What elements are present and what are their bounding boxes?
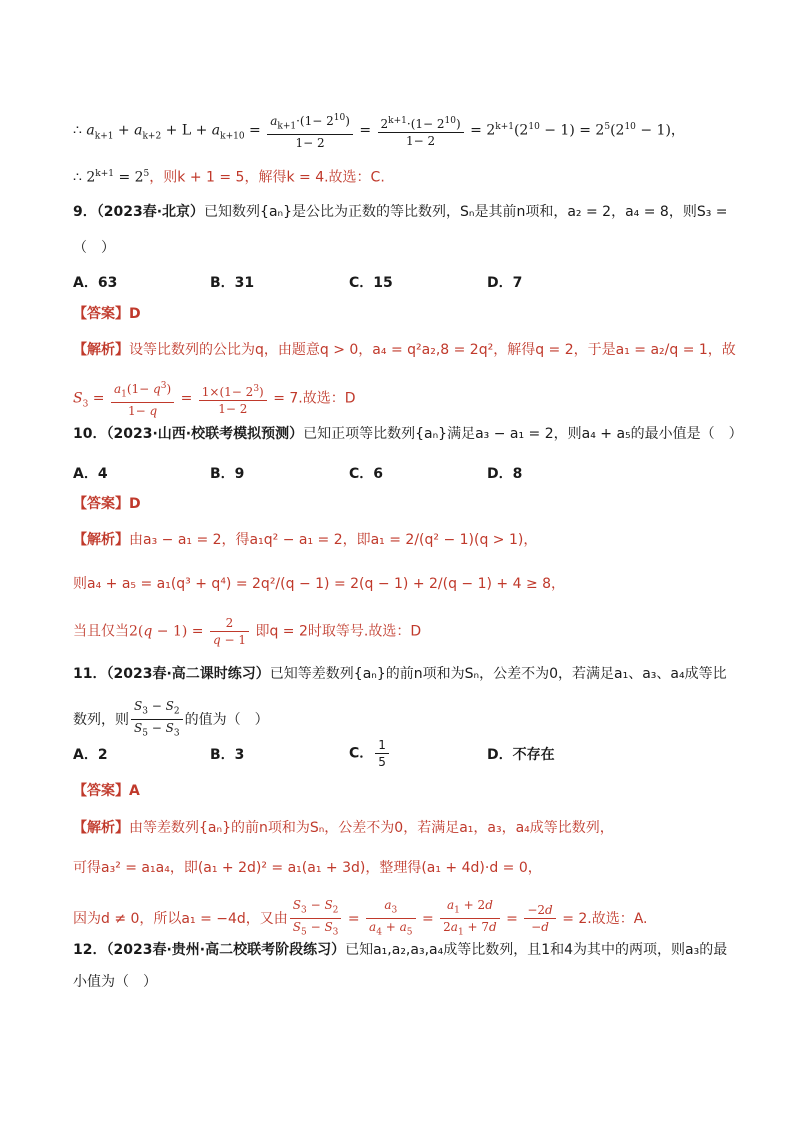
q11-stem-pre: 数列，则 bbox=[73, 711, 129, 728]
q11-option-c-label: C． bbox=[349, 745, 374, 762]
q11-answer-value: A bbox=[129, 783, 140, 799]
q10-option-a: A．4 bbox=[73, 466, 108, 482]
q9-analysis-1 bbox=[73, 340, 736, 360]
q12-stem-1 bbox=[73, 940, 727, 960]
q11-answer bbox=[73, 781, 140, 801]
q10-source: （2023·山西·校联考模拟预测） bbox=[106, 426, 304, 442]
q10-stem bbox=[73, 424, 743, 444]
q10-option-d: D．8 bbox=[487, 466, 523, 482]
q11-option-a: A．2 bbox=[73, 747, 108, 763]
q10-analysis-tag: 【解析】 bbox=[73, 532, 129, 548]
q11-number: 11． bbox=[73, 666, 107, 682]
q9-answer bbox=[73, 304, 141, 324]
q9-stem bbox=[73, 202, 728, 222]
q12-source: （2023春·贵州·高二校联考阶段练习） bbox=[106, 942, 346, 958]
q9-paren: （ ） bbox=[73, 240, 115, 256]
q10-analysis-1 bbox=[73, 530, 537, 550]
q11-option-d: D．不存在 bbox=[487, 747, 555, 763]
q11-analysis-tag: 【解析】 bbox=[73, 820, 129, 836]
q9-option-c: C．15 bbox=[349, 275, 393, 291]
prev-solution-line-2: ∴ $2^{k+1} = 2^5$，则k + 1 = 5，解得k = 4.故选：C. bbox=[73, 169, 385, 186]
q9-source: （2023春·北京） bbox=[96, 204, 205, 220]
q11-stem-post: 的值为（ ） bbox=[184, 711, 269, 728]
q11-analysis-2: 可得a₃² = a₁a₄，即(a₁ + 2d)² = a₁(a₁ + 3d)，整理得(a₁ + 4d)·d = 0， bbox=[73, 860, 542, 876]
q9-option-a: A．63 bbox=[73, 275, 118, 291]
q9-number: 9． bbox=[73, 204, 97, 220]
q10-analysis-3: 当且仅当2(q − 1) = $\frac{2}{q - 1}$ 即q = 2时取等号.故选：D bbox=[73, 616, 422, 647]
q11-analysis-1 bbox=[73, 818, 614, 838]
q11-option-c: C． $\frac{1}{5}$ bbox=[349, 737, 391, 770]
q10-number: 10． bbox=[73, 426, 107, 442]
q9-analysis-2: $S_3$ = $\frac{a_1(1- q^3)}{1- q}$ = $\frac{1\times(1- 2^3)}{1- 2}$ = 7.故选：D bbox=[73, 378, 356, 419]
q11-stem-text-1: 已知等差数列{aₙ}的前n项和为Sₙ，公差不为0，若满足a₁、a₃、a₄成等比 bbox=[269, 666, 727, 682]
prev-solution-line-1: ∴ $a_{k+1} + a_{k+2} + L + a_{k+10}$ = $\frac{a_{k+1}\cdot(1- 2^{10})}{1- 2}$ = $\frac{2^{k+1}\cdot(1- 2^{10})}{1- 2}$ = $2^{k+1}(2^{10} - 1) = 2^5(2^{10} - 1)$， bbox=[73, 110, 685, 151]
q11-stem-1 bbox=[73, 664, 727, 684]
q11-stem-2: 数列，则 $\frac{S_3 - S_2}{S_5 - S_3}$ 的值为（ ） bbox=[73, 699, 269, 739]
q11-analysis-text-1: 由等差数列{aₙ}的前n项和为Sₙ，公差不为0，若满足a₁，a₃，a₄成等比数列， bbox=[129, 820, 614, 836]
q9-answer-tag: 【答案】 bbox=[73, 306, 129, 322]
q10-analysis-2: 则a₄ + a₅ = a₁(q³ + q⁴) = 2q²/(q − 1) = 2(q − 1) + 2/(q − 1) + 4 ≥ 8， bbox=[73, 576, 566, 592]
q9-analysis-text: 设等比数列的公比为q，由题意q > 0，a₄ = q²a₂,8 = 2q²，解得q = 2，于是a₁ = a₂/q = 1，故 bbox=[129, 342, 736, 358]
prev-solution-conclusion: ，则k + 1 = 5，解得k = 4.故选：C. bbox=[149, 169, 385, 186]
q9-option-d: D．7 bbox=[487, 275, 523, 291]
q10-analysis-text-1: 由a₃ − a₁ = 2，得a₁q² − a₁ = 2，即a₁ = 2/(q² − 1)(q > 1)， bbox=[129, 532, 538, 548]
q9-analysis-end: = 7.故选：D bbox=[273, 390, 356, 407]
comma: ， bbox=[670, 122, 685, 139]
q10-answer-tag: 【答案】 bbox=[73, 496, 129, 512]
q9-answer-value: D bbox=[129, 306, 141, 322]
q12-stem-text-1: 已知a₁,a₂,a₃,a₄成等比数列，且1和4为其中的两项，则a₃的最 bbox=[345, 942, 728, 958]
q12-number: 12． bbox=[73, 942, 107, 958]
q11-source: （2023春·高二课时练习） bbox=[106, 666, 270, 682]
q9-stem-text: 已知数列{aₙ}是公比为正数的等比数列，Sₙ是其前n项和，a₂ = 2，a₄ = 8，则S₃ = bbox=[204, 204, 728, 220]
q11-analysis-post: = 2.故选：A. bbox=[562, 910, 648, 927]
q11-analysis-3: 因为d ≠ 0，所以a₁ = −4d，又由 $\frac{S_3 - S_2}{S_5 - S_3}$ = $\frac{a_3}{a_4 + a_5}$ = $\frac{a_1 + 2d}{2a_1 + 7d}$ = $\frac{-2d}{-d}$ = 2.故选：A. bbox=[73, 898, 648, 938]
q10-answer-value: D bbox=[129, 496, 141, 512]
q11-option-b: B．3 bbox=[210, 747, 245, 763]
q11-analysis-pre: 因为d ≠ 0，所以a₁ = −4d，又由 bbox=[73, 910, 288, 927]
q10-stem-text: 已知正项等比数列{aₙ}满足a₃ − a₁ = 2，则a₄ + a₅的最小值是（ ） bbox=[303, 426, 743, 442]
therefore-symbol: ∴ bbox=[73, 122, 82, 139]
q10-analysis-post: 即q = 2时取等号.故选：D bbox=[255, 623, 422, 640]
q10-option-b: B．9 bbox=[210, 466, 245, 482]
q10-answer bbox=[73, 494, 141, 514]
q9-analysis-tag: 【解析】 bbox=[73, 342, 129, 358]
q11-answer-tag: 【答案】 bbox=[73, 783, 129, 799]
q9-option-b: B．31 bbox=[210, 275, 255, 291]
q12-stem-2: 小值为（ ） bbox=[73, 974, 157, 990]
q10-analysis-pre: 当且仅当 bbox=[73, 623, 129, 640]
q10-option-c: C．6 bbox=[349, 466, 384, 482]
